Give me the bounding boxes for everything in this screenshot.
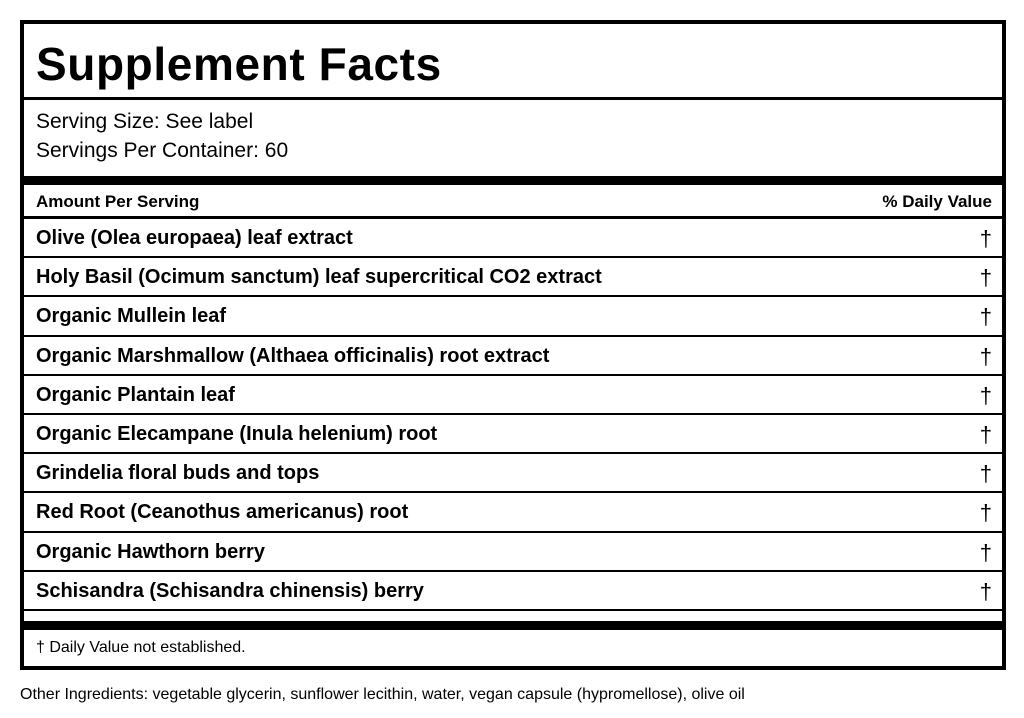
ingredient-daily-value: † bbox=[979, 539, 992, 565]
ingredient-daily-value: † bbox=[979, 578, 992, 604]
ingredient-name: Organic Elecampane (Inula helenium) root bbox=[36, 422, 438, 445]
ingredient-name: Olive (Olea europaea) leaf extract bbox=[36, 227, 353, 249]
daily-value-header: % Daily Value bbox=[882, 192, 992, 211]
ingredient-name: Organic Hawthorn berry bbox=[36, 540, 265, 563]
other-ingredients: Other Ingredients: vegetable glycerin, sunflower lecithin, water, vegan capsule (hypromellose), olive oil bbox=[20, 686, 745, 703]
ingredient-row bbox=[24, 415, 1002, 454]
ingredient-name: Holy Basil (Ocimum sanctum) leaf supercritical CO2 extract bbox=[36, 266, 602, 289]
ingredient-daily-value: † bbox=[979, 461, 992, 487]
ingredient-name: Organic Mullein leaf bbox=[36, 305, 227, 328]
ingredient-row bbox=[24, 533, 1002, 572]
daily-value-footnote: † Daily Value not established. bbox=[36, 639, 246, 656]
ingredient-daily-value: † bbox=[979, 343, 992, 369]
servings-per-container: Servings Per Container: 60 bbox=[36, 139, 289, 162]
ingredient-name: Schisandra (Schisandra chinensis) berry bbox=[36, 579, 424, 602]
ingredient-daily-value: † bbox=[979, 421, 992, 447]
ingredient-daily-value: † bbox=[979, 382, 992, 408]
ingredient-row bbox=[24, 454, 1002, 493]
ingredient-name: Red Root (Ceanothus americanus) root bbox=[36, 501, 409, 524]
ingredient-daily-value: † bbox=[979, 265, 992, 291]
ingredient-name: Grindelia floral buds and tops bbox=[36, 462, 320, 485]
amount-per-serving-header: Amount Per Serving bbox=[36, 192, 200, 211]
ingredient-row bbox=[24, 337, 1002, 376]
ingredient-daily-value: † bbox=[979, 500, 992, 526]
serving-info bbox=[24, 100, 1002, 178]
supplement-facts-panel bbox=[20, 20, 1006, 670]
ingredient-row bbox=[24, 376, 1002, 415]
ingredient-name: Organic Marshmallow (Althaea officinalis) root extract bbox=[36, 344, 550, 367]
ingredient-row bbox=[24, 493, 1002, 532]
ingredient-name: Organic Plantain leaf bbox=[36, 383, 235, 406]
ingredient-daily-value: † bbox=[979, 226, 992, 251]
serving-size: Serving Size: See label bbox=[36, 110, 254, 133]
thick-divider-bottom bbox=[24, 621, 1002, 630]
column-header-row bbox=[24, 185, 1002, 219]
title-block bbox=[24, 24, 1002, 100]
ingredient-daily-value: † bbox=[979, 304, 992, 330]
ingredient-row bbox=[24, 219, 1002, 258]
ingredient-row bbox=[24, 572, 1002, 611]
ingredient-list bbox=[24, 219, 1002, 611]
panel-title: Supplement Facts bbox=[36, 38, 442, 90]
thick-divider-top bbox=[24, 176, 1002, 185]
ingredient-row bbox=[24, 258, 1002, 297]
ingredient-row bbox=[24, 297, 1002, 336]
